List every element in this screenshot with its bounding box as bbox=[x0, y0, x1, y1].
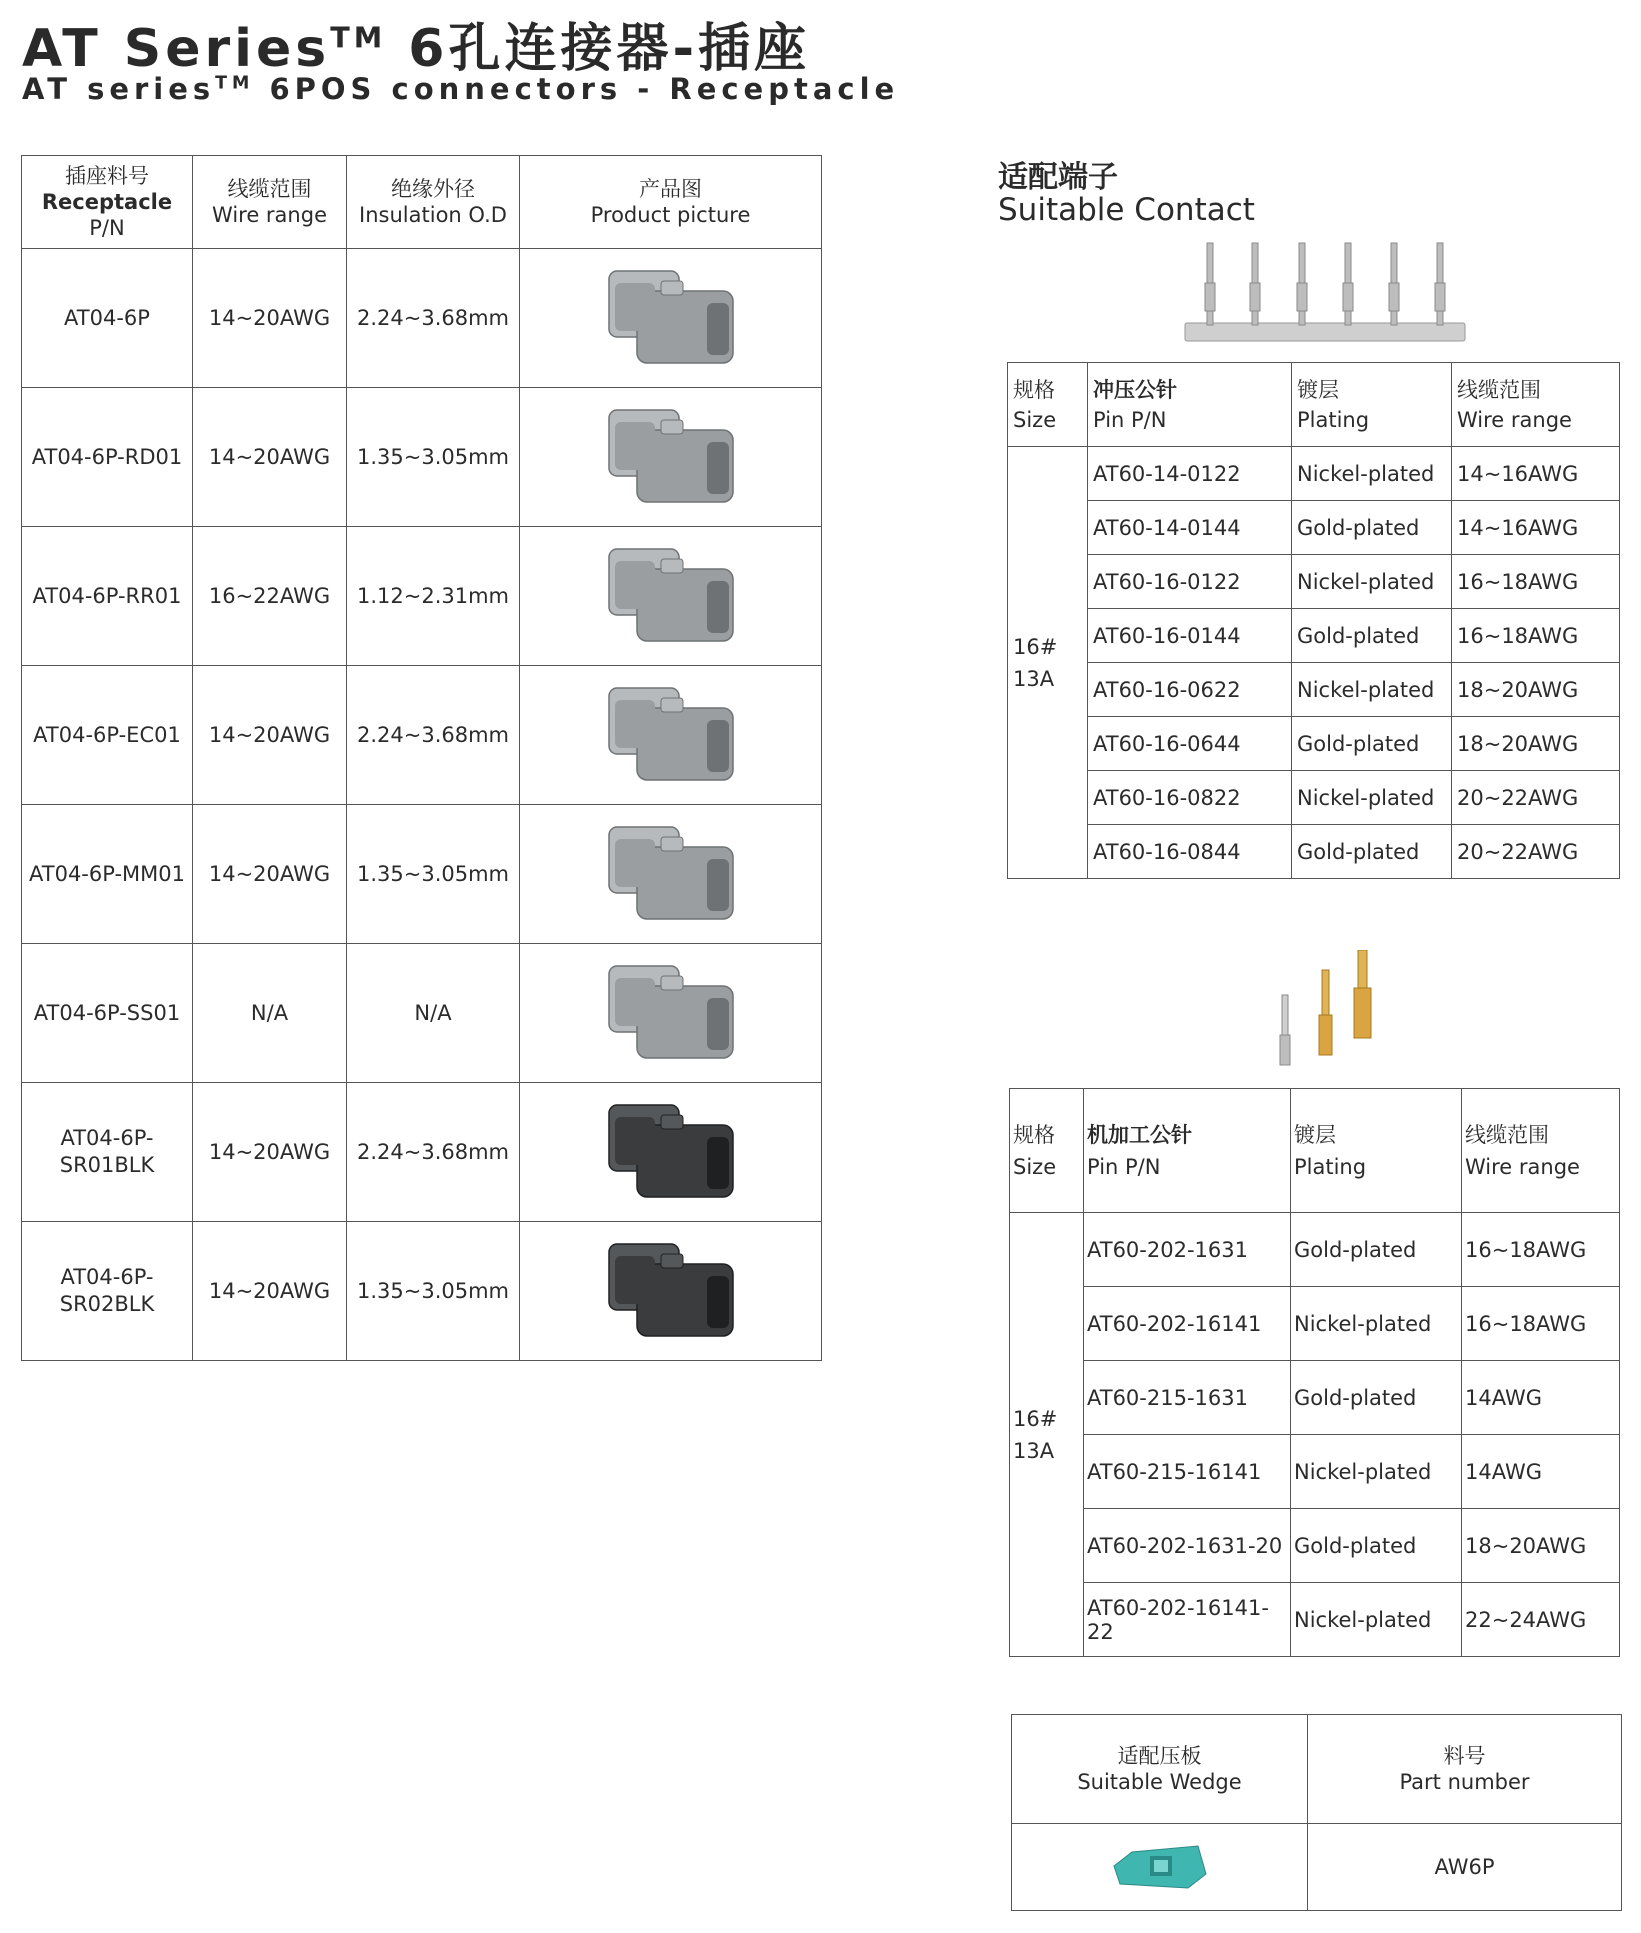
header-plating-en: Plating bbox=[1294, 1154, 1367, 1179]
header-wire-en: Wire range bbox=[1457, 407, 1572, 432]
suitable-contact-title-en: Suitable Contact bbox=[998, 192, 1255, 228]
machined-pin-table bbox=[1009, 1088, 1620, 1657]
wire-range: 14~20AWG bbox=[193, 249, 347, 388]
header-size-cn: 规格 bbox=[1013, 1122, 1055, 1147]
gold-pin-large bbox=[1354, 950, 1371, 1038]
receptacle-pn: AT04-6P-MM01 bbox=[22, 805, 193, 944]
pin-pn: AT60-202-16141 bbox=[1084, 1287, 1291, 1361]
pin-pn: AT60-16-0844 bbox=[1088, 825, 1292, 879]
header-product-picture bbox=[520, 156, 822, 249]
page-title-en bbox=[22, 72, 899, 106]
wire-range: 14AWG bbox=[1462, 1435, 1620, 1509]
table-row bbox=[1010, 1213, 1620, 1287]
table-row bbox=[22, 666, 822, 805]
stamped-pin-table bbox=[1007, 362, 1620, 879]
table-row bbox=[1010, 1509, 1620, 1583]
receptacle-pn-line1: AT04-6P- bbox=[60, 1126, 154, 1150]
pin-pn: AT60-215-16141 bbox=[1084, 1435, 1291, 1509]
wire-range: 18~20AWG bbox=[1452, 717, 1620, 771]
wedge-image bbox=[1110, 1840, 1210, 1894]
wire-range: 14~20AWG bbox=[193, 388, 347, 527]
table-row bbox=[1008, 771, 1620, 825]
plating: Gold-plated bbox=[1291, 1361, 1462, 1435]
trademark-en: TM bbox=[215, 73, 255, 94]
table-row bbox=[1010, 1361, 1620, 1435]
table-row bbox=[22, 527, 822, 666]
receptacle-header-row bbox=[22, 156, 822, 249]
stamped-pins-strip-image bbox=[1180, 235, 1470, 350]
table-row bbox=[1010, 1435, 1620, 1509]
pin-pn: AT60-16-0822 bbox=[1088, 771, 1292, 825]
table-row bbox=[1008, 555, 1620, 609]
table-row bbox=[22, 1083, 822, 1222]
plating: Nickel-plated bbox=[1292, 771, 1452, 825]
insulation-od: 1.35~3.05mm bbox=[347, 805, 520, 944]
header-size-cn: 规格 bbox=[1013, 377, 1055, 402]
header-wedge-en: Suitable Wedge bbox=[1077, 1770, 1242, 1794]
plating: Nickel-plated bbox=[1291, 1435, 1462, 1509]
stamped-header-row bbox=[1008, 363, 1620, 447]
header-insulation bbox=[347, 156, 520, 249]
header-plating-cn: 镀层 bbox=[1294, 1122, 1336, 1147]
wire-range: 16~22AWG bbox=[193, 527, 347, 666]
header-wire-en: Wire range bbox=[1465, 1154, 1580, 1179]
header-pin-pn bbox=[1088, 363, 1292, 447]
receptacle-pn: AT04-6P bbox=[22, 249, 193, 388]
table-row bbox=[22, 388, 822, 527]
header-ins-cn: 绝缘外径 bbox=[391, 177, 475, 201]
header-pn-cn: 插座料号 bbox=[65, 164, 149, 188]
receptacle-pn-line2: SR01BLK bbox=[59, 1153, 155, 1177]
size-value: 16# bbox=[1013, 1406, 1058, 1431]
receptacle-pn: AT04-6P-RR01 bbox=[22, 527, 193, 666]
wire-range: 14~20AWG bbox=[193, 1083, 347, 1222]
wire-range: 16~18AWG bbox=[1452, 609, 1620, 663]
header-ins-en: Insulation O.D bbox=[359, 203, 507, 227]
header-wire-cn: 线缆范围 bbox=[1465, 1122, 1549, 1147]
wire-range: 18~20AWG bbox=[1452, 663, 1620, 717]
product-picture bbox=[520, 249, 822, 388]
header-part-cn: 料号 bbox=[1443, 1744, 1486, 1768]
wire-range: 20~22AWG bbox=[1452, 825, 1620, 879]
pin-pn: AT60-16-0644 bbox=[1088, 717, 1292, 771]
header-pin-cn: 机加工公针 bbox=[1087, 1122, 1192, 1147]
wire-range: 14~20AWG bbox=[193, 666, 347, 805]
wire-range: 14~16AWG bbox=[1452, 447, 1620, 501]
gold-pin-small bbox=[1319, 970, 1332, 1055]
wire-range: 16~18AWG bbox=[1462, 1287, 1620, 1361]
plating: Gold-plated bbox=[1292, 717, 1452, 771]
table-row bbox=[1008, 447, 1620, 501]
header-pin-en: Pin P/N bbox=[1093, 407, 1167, 432]
header-receptacle-pn bbox=[22, 156, 193, 249]
header-part-en: Part number bbox=[1399, 1770, 1530, 1794]
table-row bbox=[1008, 663, 1620, 717]
receptacle-table bbox=[21, 155, 822, 1361]
suitable-contact-title-cn: 适配端子 bbox=[998, 160, 1118, 195]
table-row bbox=[22, 1222, 822, 1361]
pin-pn: AT60-14-0144 bbox=[1088, 501, 1292, 555]
title-cn-text: 6孔连接器-插座 bbox=[408, 19, 811, 79]
header-wire-cn: 线缆范围 bbox=[1457, 377, 1541, 402]
wire-range: 20~22AWG bbox=[1452, 771, 1620, 825]
wedge-header-row bbox=[1012, 1715, 1622, 1824]
table-row bbox=[22, 944, 822, 1083]
wire-range: N/A bbox=[193, 944, 347, 1083]
page-title-cn bbox=[22, 6, 810, 81]
header-wire-range bbox=[1452, 363, 1620, 447]
plating: Gold-plated bbox=[1292, 609, 1452, 663]
connector-gray-image bbox=[601, 680, 741, 790]
wire-range: 16~18AWG bbox=[1452, 555, 1620, 609]
product-picture bbox=[520, 1083, 822, 1222]
pin-pn: AT60-202-16141-22 bbox=[1084, 1583, 1291, 1657]
header-plating-cn: 镀层 bbox=[1297, 377, 1339, 402]
plating: Gold-plated bbox=[1291, 1509, 1462, 1583]
product-picture bbox=[520, 805, 822, 944]
table-row bbox=[1008, 717, 1620, 771]
plating: Nickel-plated bbox=[1291, 1583, 1462, 1657]
current-value: 13A bbox=[1013, 1438, 1055, 1463]
nickel-pin bbox=[1280, 995, 1290, 1065]
machined-pins-image bbox=[1270, 950, 1390, 1075]
wedge-picture bbox=[1012, 1824, 1308, 1911]
insulation-od: 2.24~3.68mm bbox=[347, 1083, 520, 1222]
connector-gray-image bbox=[601, 958, 741, 1068]
pin-pn: AT60-202-1631-20 bbox=[1084, 1509, 1291, 1583]
header-pn-sub: P/N bbox=[89, 216, 125, 240]
header-pin-pn bbox=[1084, 1089, 1291, 1213]
header-wire-en: Wire range bbox=[212, 203, 327, 227]
header-pic-en: Product picture bbox=[590, 203, 751, 227]
plating: Nickel-plated bbox=[1291, 1287, 1462, 1361]
machined-header-row bbox=[1010, 1089, 1620, 1213]
trademark: TM bbox=[330, 20, 387, 55]
connector-gray-image bbox=[601, 541, 741, 651]
wire-range: 14~20AWG bbox=[193, 805, 347, 944]
current-value: 13A bbox=[1013, 666, 1055, 691]
receptacle-pn: AT04-6P-EC01 bbox=[22, 666, 193, 805]
header-size-en: Size bbox=[1013, 407, 1057, 432]
plating: Nickel-plated bbox=[1292, 447, 1452, 501]
product-picture bbox=[520, 527, 822, 666]
wedge-table bbox=[1011, 1714, 1622, 1911]
pin-pn: AT60-14-0122 bbox=[1088, 447, 1292, 501]
receptacle-pn bbox=[22, 1083, 193, 1222]
wire-range: 16~18AWG bbox=[1462, 1213, 1620, 1287]
wire-range: 14~16AWG bbox=[1452, 501, 1620, 555]
connector-gray-image bbox=[601, 819, 741, 929]
title-en-text: 6POS connectors - Receptacle bbox=[269, 72, 900, 106]
connector-gray-image bbox=[601, 263, 741, 373]
pin-pn: AT60-202-1631 bbox=[1084, 1213, 1291, 1287]
wire-range: 14~20AWG bbox=[193, 1222, 347, 1361]
pin-pn: AT60-16-0122 bbox=[1088, 555, 1292, 609]
header-plating bbox=[1291, 1089, 1462, 1213]
product-picture bbox=[520, 944, 822, 1083]
header-pin-en: Pin P/N bbox=[1087, 1154, 1161, 1179]
size-value: 16# bbox=[1013, 634, 1058, 659]
insulation-od: 1.12~2.31mm bbox=[347, 527, 520, 666]
table-row bbox=[1010, 1583, 1620, 1657]
title-series: AT Series bbox=[22, 19, 331, 79]
header-plating bbox=[1292, 363, 1452, 447]
receptacle-pn-line1: AT04-6P- bbox=[60, 1265, 154, 1289]
product-picture bbox=[520, 388, 822, 527]
header-part-number bbox=[1308, 1715, 1622, 1824]
plating: Gold-plated bbox=[1292, 501, 1452, 555]
table-row bbox=[1008, 501, 1620, 555]
wire-range: 22~24AWG bbox=[1462, 1583, 1620, 1657]
connector-black-image bbox=[601, 1097, 741, 1207]
plating: Nickel-plated bbox=[1292, 663, 1452, 717]
table-row bbox=[22, 805, 822, 944]
table-row bbox=[22, 249, 822, 388]
header-wire-cn: 线缆范围 bbox=[227, 177, 312, 201]
header-wire-range bbox=[1462, 1089, 1620, 1213]
wedge-part-number: AW6P bbox=[1308, 1824, 1622, 1911]
header-pic-cn: 产品图 bbox=[639, 177, 702, 201]
product-picture bbox=[520, 1222, 822, 1361]
wire-range: 18~20AWG bbox=[1462, 1509, 1620, 1583]
header-size bbox=[1010, 1089, 1084, 1213]
product-picture bbox=[520, 666, 822, 805]
table-row bbox=[1012, 1824, 1622, 1911]
insulation-od: 2.24~3.68mm bbox=[347, 249, 520, 388]
receptacle-pn-line2: SR02BLK bbox=[59, 1292, 155, 1316]
receptacle-pn bbox=[22, 1222, 193, 1361]
plating: Gold-plated bbox=[1291, 1213, 1462, 1287]
insulation-od: 2.24~3.68mm bbox=[347, 666, 520, 805]
insulation-od: 1.35~3.05mm bbox=[347, 388, 520, 527]
header-wire-range bbox=[193, 156, 347, 249]
header-plating-en: Plating bbox=[1297, 407, 1370, 432]
header-suitable-wedge bbox=[1012, 1715, 1308, 1824]
table-row bbox=[1008, 609, 1620, 663]
pin-pn: AT60-16-0622 bbox=[1088, 663, 1292, 717]
insulation-od: N/A bbox=[347, 944, 520, 1083]
plating: Nickel-plated bbox=[1292, 555, 1452, 609]
table-row bbox=[1008, 825, 1620, 879]
header-size bbox=[1008, 363, 1088, 447]
size-cell bbox=[1010, 1213, 1084, 1657]
title-en-series: AT series bbox=[22, 72, 216, 106]
table-row bbox=[1010, 1287, 1620, 1361]
connector-black-image bbox=[601, 1236, 741, 1346]
pin-pn: AT60-16-0144 bbox=[1088, 609, 1292, 663]
pin-pn: AT60-215-1631 bbox=[1084, 1361, 1291, 1435]
header-size-en: Size bbox=[1013, 1154, 1057, 1179]
connector-gray-image bbox=[601, 402, 741, 512]
header-pin-cn: 冲压公针 bbox=[1093, 377, 1177, 402]
plating: Gold-plated bbox=[1292, 825, 1452, 879]
receptacle-pn: AT04-6P-SS01 bbox=[22, 944, 193, 1083]
header-wedge-cn: 适配压板 bbox=[1117, 1744, 1202, 1768]
size-cell bbox=[1008, 447, 1088, 879]
insulation-od: 1.35~3.05mm bbox=[347, 1222, 520, 1361]
wire-range: 14AWG bbox=[1462, 1361, 1620, 1435]
header-pn-en: Receptacle bbox=[41, 190, 173, 214]
receptacle-pn: AT04-6P-RD01 bbox=[22, 388, 193, 527]
